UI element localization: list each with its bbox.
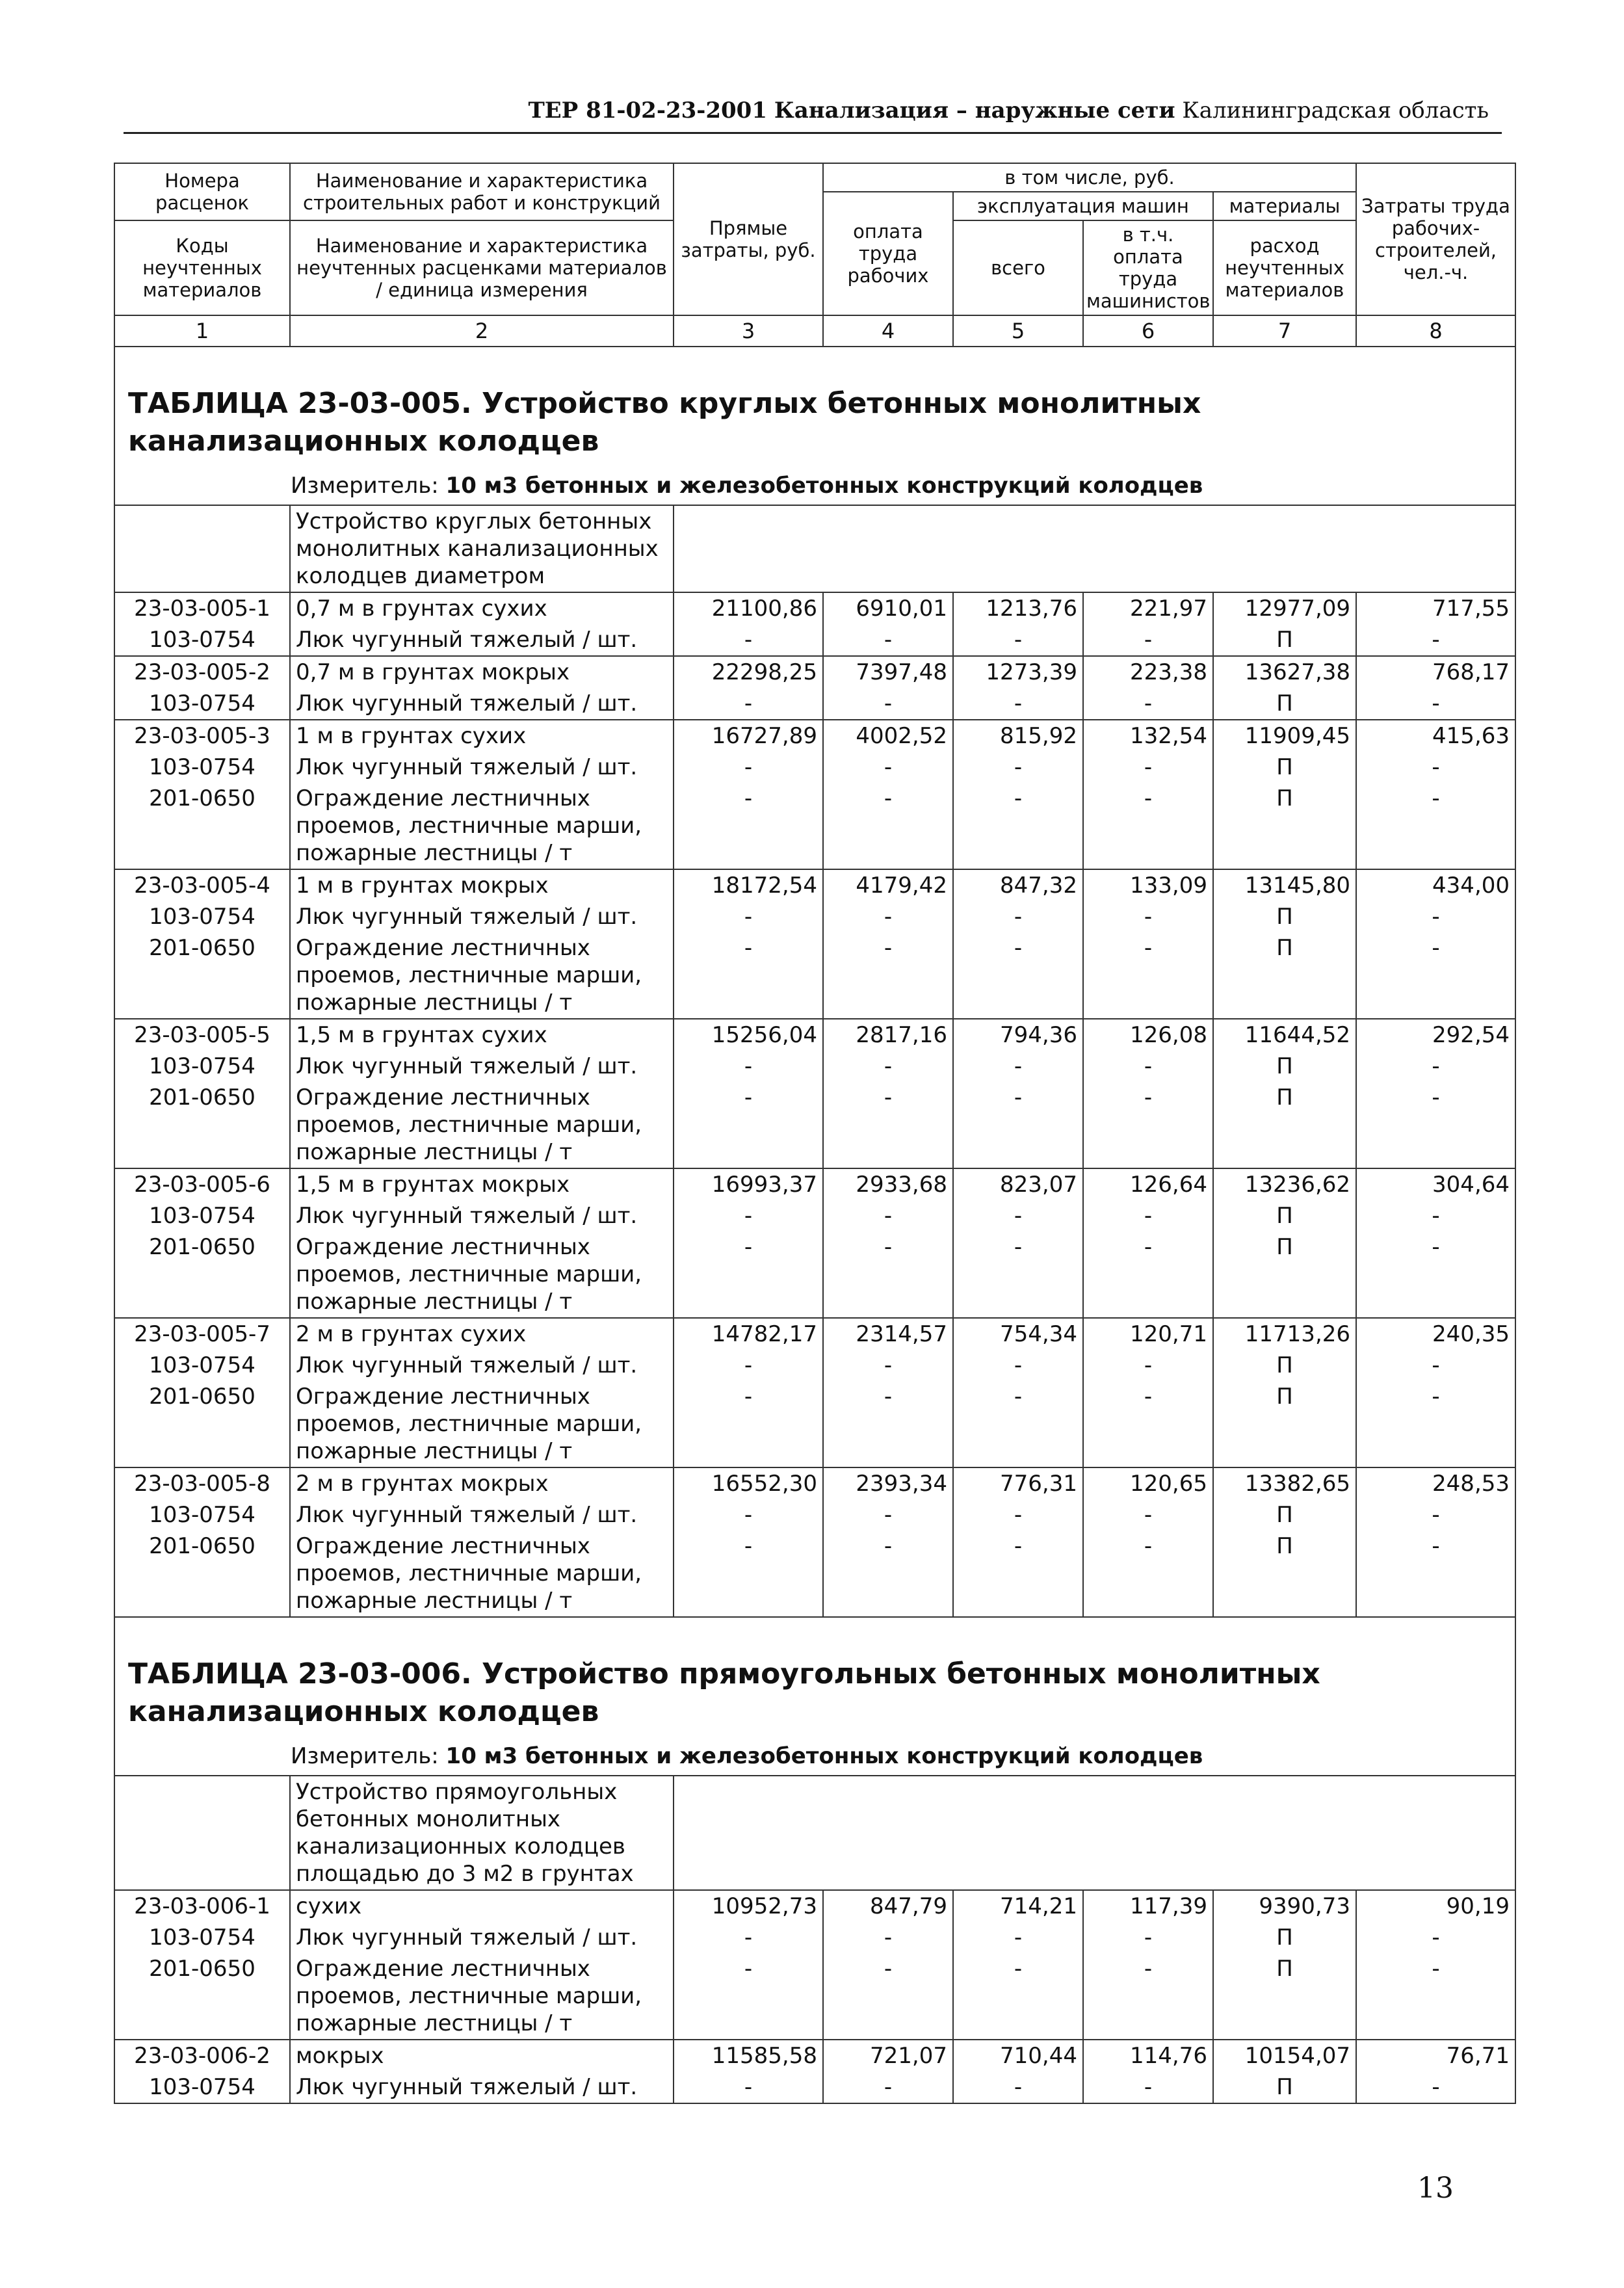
measure-value: 10 м3 бетонных и железобетонных конструкций колодцев <box>445 1743 1203 1769</box>
material-row <box>114 1051 1515 1082</box>
measure-cell <box>114 1737 1515 1776</box>
value-c5: - <box>953 1350 1083 1381</box>
measure-cell <box>114 467 1515 505</box>
value-c6: 132,54 <box>1083 720 1213 752</box>
rate-row <box>114 1168 1515 1200</box>
table-header <box>114 163 1515 347</box>
value-c6: - <box>1083 1051 1213 1082</box>
value-c8: - <box>1356 1953 1515 2040</box>
value-c4: 6910,01 <box>823 592 953 624</box>
value-c7: П <box>1213 1350 1356 1381</box>
value-c5: 1213,76 <box>953 592 1083 624</box>
intro-row <box>114 1776 1515 1890</box>
material-name: Люк чугунный тяжелый / шт. <box>290 1350 674 1381</box>
value-c5: 815,92 <box>953 720 1083 752</box>
value-c8: - <box>1356 624 1515 656</box>
incl-header: в том числе, руб. <box>823 163 1356 192</box>
value-c4: - <box>823 1231 953 1318</box>
value-c7: П <box>1213 1231 1356 1318</box>
value-c6: - <box>1083 688 1213 720</box>
material-name: Ограждение лестничных проемов, лестничные марши, пожарные лестницы / т <box>290 1953 674 2040</box>
value-c3: 22298,25 <box>674 656 823 688</box>
table-body <box>114 347 1515 2103</box>
material-row <box>114 1381 1515 1467</box>
column-number: 3 <box>674 315 823 347</box>
value-c7: П <box>1213 1381 1356 1467</box>
value-c4: - <box>823 1082 953 1168</box>
value-c7: П <box>1213 1200 1356 1231</box>
value-c7: П <box>1213 1051 1356 1082</box>
value-c6: - <box>1083 1953 1213 2040</box>
material-row <box>114 624 1515 656</box>
page-number: 13 <box>1417 2172 1454 2205</box>
value-c7: П <box>1213 1499 1356 1531</box>
material-row <box>114 1922 1515 1953</box>
rate-code: 23-03-006-1 <box>114 1890 290 1922</box>
column-number: 6 <box>1083 315 1213 347</box>
value-c8: - <box>1356 1051 1515 1082</box>
value-c8: - <box>1356 932 1515 1019</box>
header-title: Канализация – наружные сети <box>774 98 1175 124</box>
value-c3: - <box>674 1381 823 1467</box>
material-code: 201-0650 <box>114 1953 290 2040</box>
value-c6: - <box>1083 1082 1213 1168</box>
value-c3: - <box>674 901 823 932</box>
value-c4: 2817,16 <box>823 1019 953 1051</box>
value-c5: - <box>953 1499 1083 1531</box>
value-c7: 13236,62 <box>1213 1168 1356 1200</box>
value-c3: - <box>674 1953 823 2040</box>
value-c3: 10952,73 <box>674 1890 823 1922</box>
value-c7: П <box>1213 2071 1356 2103</box>
value-c5: 776,31 <box>953 1467 1083 1499</box>
value-c5: - <box>953 688 1083 720</box>
value-c6: - <box>1083 2071 1213 2103</box>
rate-row <box>114 656 1515 688</box>
value-c6: 223,38 <box>1083 656 1213 688</box>
value-c5: - <box>953 901 1083 932</box>
table-title: ТАБЛИЦА 23-03-005. Устройство круглых бетонных монолитных канализационных колодцев <box>114 347 1515 467</box>
price-table <box>114 163 1516 2104</box>
material-row <box>114 1953 1515 2040</box>
value-c5: - <box>953 1953 1083 2040</box>
col1-top-header: Номера расценок <box>114 163 290 220</box>
value-c6: 120,65 <box>1083 1467 1213 1499</box>
value-c7: 13145,80 <box>1213 869 1356 901</box>
material-row <box>114 1231 1515 1318</box>
value-c8: 240,35 <box>1356 1318 1515 1350</box>
rate-row <box>114 2040 1515 2071</box>
rate-row <box>114 869 1515 901</box>
value-c6: - <box>1083 1200 1213 1231</box>
column-number: 8 <box>1356 315 1515 347</box>
value-c6: 133,09 <box>1083 869 1213 901</box>
material-row <box>114 752 1515 783</box>
value-c7: 10154,07 <box>1213 2040 1356 2071</box>
material-name: Люк чугунный тяжелый / шт. <box>290 752 674 783</box>
intro-row <box>114 505 1515 592</box>
value-c8: 90,19 <box>1356 1890 1515 1922</box>
value-c7: П <box>1213 624 1356 656</box>
material-code: 103-0754 <box>114 1350 290 1381</box>
value-c6: - <box>1083 1381 1213 1467</box>
value-c5: 794,36 <box>953 1019 1083 1051</box>
value-c6: 120,71 <box>1083 1318 1213 1350</box>
value-c4: 847,79 <box>823 1890 953 1922</box>
value-c3: 14782,17 <box>674 1318 823 1350</box>
material-code: 201-0650 <box>114 1082 290 1168</box>
material-code: 201-0650 <box>114 1231 290 1318</box>
value-c3: - <box>674 1531 823 1617</box>
value-c8: 717,55 <box>1356 592 1515 624</box>
value-c7: П <box>1213 1922 1356 1953</box>
rate-name: 2 м в грунтах мокрых <box>290 1467 674 1499</box>
value-c3: - <box>674 1200 823 1231</box>
rate-row <box>114 1019 1515 1051</box>
value-c3: - <box>674 1082 823 1168</box>
value-c6: - <box>1083 932 1213 1019</box>
value-c5: - <box>953 1051 1083 1082</box>
rate-row <box>114 1467 1515 1499</box>
value-c8: - <box>1356 752 1515 783</box>
material-row <box>114 1499 1515 1531</box>
value-c8: 304,64 <box>1356 1168 1515 1200</box>
value-c4: 2314,57 <box>823 1318 953 1350</box>
value-c5: 710,44 <box>953 2040 1083 2071</box>
value-c6: 114,76 <box>1083 2040 1213 2071</box>
header-code: ТЕР 81-02-23-2001 <box>528 98 767 124</box>
value-c5: - <box>953 1531 1083 1617</box>
value-c3: 18172,54 <box>674 869 823 901</box>
material-code: 103-0754 <box>114 1922 290 1953</box>
value-c8: - <box>1356 783 1515 869</box>
table-title: ТАБЛИЦА 23-03-006. Устройство прямоугольных бетонных монолитных канализационных колодцев <box>114 1617 1515 1737</box>
value-c7: П <box>1213 901 1356 932</box>
material-name: Люк чугунный тяжелый / шт. <box>290 901 674 932</box>
material-code: 201-0650 <box>114 932 290 1019</box>
col7-header: расход неучтенных материалов <box>1213 220 1356 315</box>
value-c8: - <box>1356 1499 1515 1531</box>
value-c4: - <box>823 1531 953 1617</box>
material-row <box>114 1531 1515 1617</box>
material-name: Люк чугунный тяжелый / шт. <box>290 688 674 720</box>
value-c4: 4179,42 <box>823 869 953 901</box>
rate-name: 1,5 м в грунтах сухих <box>290 1019 674 1051</box>
material-name: Люк чугунный тяжелый / шт. <box>290 1051 674 1082</box>
material-name: Люк чугунный тяжелый / шт. <box>290 1499 674 1531</box>
value-c4: - <box>823 1381 953 1467</box>
column-number: 1 <box>114 315 290 347</box>
material-name: Люк чугунный тяжелый / шт. <box>290 2071 674 2103</box>
material-row <box>114 783 1515 869</box>
value-c7: П <box>1213 1082 1356 1168</box>
value-c5: 714,21 <box>953 1890 1083 1922</box>
value-c4: - <box>823 1051 953 1082</box>
rate-name: 1 м в грунтах мокрых <box>290 869 674 901</box>
value-c8: - <box>1356 1082 1515 1168</box>
col2-top-header: Наименование и характеристика строительных работ и конструкций <box>290 163 674 220</box>
value-c3: - <box>674 1051 823 1082</box>
value-c8: - <box>1356 901 1515 932</box>
value-c3: - <box>674 2071 823 2103</box>
empty-cell <box>114 1776 290 1890</box>
value-c8: - <box>1356 1200 1515 1231</box>
value-c8: - <box>1356 1381 1515 1467</box>
value-c3: - <box>674 1922 823 1953</box>
value-c5: - <box>953 1082 1083 1168</box>
col2-bottom-header: Наименование и характеристика неучтенных расценками материалов / единица измерения <box>290 220 674 315</box>
value-c5: 847,32 <box>953 869 1083 901</box>
value-c6: - <box>1083 1922 1213 1953</box>
value-c8: 434,00 <box>1356 869 1515 901</box>
value-c7: П <box>1213 783 1356 869</box>
value-c4: - <box>823 752 953 783</box>
value-c3: - <box>674 1231 823 1318</box>
material-row <box>114 1082 1515 1168</box>
material-row <box>114 1350 1515 1381</box>
value-c4: 2393,34 <box>823 1467 953 1499</box>
column-number: 5 <box>953 315 1083 347</box>
machines-header: эксплуатация машин <box>953 192 1213 220</box>
rate-code: 23-03-005-4 <box>114 869 290 901</box>
value-c7: П <box>1213 1531 1356 1617</box>
value-c5: - <box>953 783 1083 869</box>
empty-cell <box>674 1776 1515 1890</box>
value-c6: - <box>1083 752 1213 783</box>
material-code: 201-0650 <box>114 1381 290 1467</box>
material-name: Люк чугунный тяжелый / шт. <box>290 1200 674 1231</box>
value-c4: - <box>823 1953 953 2040</box>
col6-header: в т.ч. оплата труда машинистов <box>1083 220 1213 315</box>
rate-row <box>114 1318 1515 1350</box>
value-c3: - <box>674 932 823 1019</box>
value-c6: - <box>1083 1231 1213 1318</box>
material-code: 103-0754 <box>114 1200 290 1231</box>
rate-code: 23-03-005-3 <box>114 720 290 752</box>
value-c7: П <box>1213 1953 1356 2040</box>
col8-header: Затраты труда рабочих-строителей, чел.-ч. <box>1356 163 1515 315</box>
rate-row <box>114 592 1515 624</box>
value-c6: 117,39 <box>1083 1890 1213 1922</box>
material-code: 103-0754 <box>114 2071 290 2103</box>
value-c4: 721,07 <box>823 2040 953 2071</box>
value-c8: - <box>1356 688 1515 720</box>
rate-code: 23-03-005-7 <box>114 1318 290 1350</box>
value-c6: - <box>1083 1531 1213 1617</box>
value-c4: - <box>823 1200 953 1231</box>
value-c4: - <box>823 783 953 869</box>
value-c6: - <box>1083 624 1213 656</box>
measure-row <box>114 1737 1515 1776</box>
value-c5: - <box>953 1381 1083 1467</box>
value-c3: - <box>674 688 823 720</box>
col4-header: оплата труда рабочих <box>823 192 953 315</box>
material-name: Ограждение лестничных проемов, лестничные марши, пожарные лестницы / т <box>290 1531 674 1617</box>
column-number: 7 <box>1213 315 1356 347</box>
table-title-row <box>114 1617 1515 1737</box>
value-c5: 823,07 <box>953 1168 1083 1200</box>
value-c3: 11585,58 <box>674 2040 823 2071</box>
value-c7: П <box>1213 688 1356 720</box>
rate-code: 23-03-005-2 <box>114 656 290 688</box>
value-c7: 11909,45 <box>1213 720 1356 752</box>
value-c4: 4002,52 <box>823 720 953 752</box>
empty-cell <box>674 505 1515 592</box>
material-code: 201-0650 <box>114 1531 290 1617</box>
value-c8: - <box>1356 1350 1515 1381</box>
material-name: Ограждение лестничных проемов, лестничные марши, пожарные лестницы / т <box>290 932 674 1019</box>
value-c8: 76,71 <box>1356 2040 1515 2071</box>
material-code: 103-0754 <box>114 624 290 656</box>
material-row <box>114 901 1515 932</box>
rate-name: 0,7 м в грунтах сухих <box>290 592 674 624</box>
measure-label: Измеритель: <box>291 473 439 499</box>
value-c8: - <box>1356 1922 1515 1953</box>
col1-bottom-header: Коды неучтенных материалов <box>114 220 290 315</box>
value-c7: 11713,26 <box>1213 1318 1356 1350</box>
empty-cell <box>114 505 290 592</box>
col3-header: Прямые затраты, руб. <box>674 163 823 315</box>
material-code: 103-0754 <box>114 1051 290 1082</box>
material-name: Люк чугунный тяжелый / шт. <box>290 624 674 656</box>
value-c5: - <box>953 624 1083 656</box>
value-c6: 126,08 <box>1083 1019 1213 1051</box>
value-c3: - <box>674 1350 823 1381</box>
value-c3: - <box>674 624 823 656</box>
value-c7: 9390,73 <box>1213 1890 1356 1922</box>
value-c8: 292,54 <box>1356 1019 1515 1051</box>
material-code: 103-0754 <box>114 1499 290 1531</box>
value-c8: 768,17 <box>1356 656 1515 688</box>
col5-header: всего <box>953 220 1083 315</box>
value-c5: - <box>953 1200 1083 1231</box>
value-c6: 221,97 <box>1083 592 1213 624</box>
measure-label: Измеритель: <box>291 1743 439 1769</box>
rate-row <box>114 1890 1515 1922</box>
value-c6: - <box>1083 783 1213 869</box>
value-c5: - <box>953 1231 1083 1318</box>
value-c7: 13382,65 <box>1213 1467 1356 1499</box>
intro-text: Устройство круглых бетонных монолитных канализационных колодцев диаметром <box>290 505 674 592</box>
value-c4: 7397,48 <box>823 656 953 688</box>
header-rule <box>124 132 1502 134</box>
rate-name: 1,5 м в грунтах мокрых <box>290 1168 674 1200</box>
value-c4: - <box>823 2071 953 2103</box>
rate-code: 23-03-005-5 <box>114 1019 290 1051</box>
material-code: 103-0754 <box>114 901 290 932</box>
value-c5: 1273,39 <box>953 656 1083 688</box>
material-name: Ограждение лестничных проемов, лестничные марши, пожарные лестницы / т <box>290 1231 674 1318</box>
intro-text: Устройство прямоугольных бетонных монолитных канализационных колодцев площадью до 3 м2 в грунтах <box>290 1776 674 1890</box>
material-row <box>114 1200 1515 1231</box>
value-c7: 13627,38 <box>1213 656 1356 688</box>
material-row <box>114 688 1515 720</box>
value-c7: П <box>1213 932 1356 1019</box>
value-c6: - <box>1083 1350 1213 1381</box>
value-c4: - <box>823 624 953 656</box>
header-region: Калининградская область <box>1182 98 1489 124</box>
rate-name: 2 м в грунтах сухих <box>290 1318 674 1350</box>
value-c4: - <box>823 1922 953 1953</box>
material-row <box>114 2071 1515 2103</box>
value-c3: - <box>674 783 823 869</box>
measure-row <box>114 467 1515 505</box>
rate-row <box>114 720 1515 752</box>
rate-name: сухих <box>290 1890 674 1922</box>
value-c7: 11644,52 <box>1213 1019 1356 1051</box>
value-c4: - <box>823 1350 953 1381</box>
value-c3: - <box>674 752 823 783</box>
value-c6: - <box>1083 901 1213 932</box>
value-c5: - <box>953 2071 1083 2103</box>
rate-code: 23-03-005-8 <box>114 1467 290 1499</box>
value-c7: 12977,09 <box>1213 592 1356 624</box>
running-header <box>124 98 1489 124</box>
value-c4: 2933,68 <box>823 1168 953 1200</box>
value-c8: - <box>1356 1531 1515 1617</box>
value-c3: 16993,37 <box>674 1168 823 1200</box>
value-c4: - <box>823 688 953 720</box>
value-c6: 126,64 <box>1083 1168 1213 1200</box>
value-c3: 21100,86 <box>674 592 823 624</box>
rate-name: 1 м в грунтах сухих <box>290 720 674 752</box>
value-c8: - <box>1356 2071 1515 2103</box>
rate-name: мокрых <box>290 2040 674 2071</box>
value-c4: - <box>823 901 953 932</box>
column-number: 2 <box>290 315 674 347</box>
material-code: 103-0754 <box>114 752 290 783</box>
value-c8: 248,53 <box>1356 1467 1515 1499</box>
material-name: Ограждение лестничных проемов, лестничные марши, пожарные лестницы / т <box>290 1381 674 1467</box>
value-c5: - <box>953 752 1083 783</box>
rate-code: 23-03-006-2 <box>114 2040 290 2071</box>
table-title-row <box>114 347 1515 467</box>
value-c8: - <box>1356 1231 1515 1318</box>
price-table-container <box>114 163 1515 2104</box>
value-c3: 16727,89 <box>674 720 823 752</box>
value-c8: 415,63 <box>1356 720 1515 752</box>
material-name: Ограждение лестничных проемов, лестничные марши, пожарные лестницы / т <box>290 1082 674 1168</box>
material-row <box>114 932 1515 1019</box>
value-c5: - <box>953 932 1083 1019</box>
value-c4: - <box>823 932 953 1019</box>
value-c7: П <box>1213 752 1356 783</box>
value-c3: 16552,30 <box>674 1467 823 1499</box>
column-number: 4 <box>823 315 953 347</box>
value-c5: - <box>953 1922 1083 1953</box>
rate-code: 23-03-005-6 <box>114 1168 290 1200</box>
value-c4: - <box>823 1499 953 1531</box>
material-name: Люк чугунный тяжелый / шт. <box>290 1922 674 1953</box>
material-code: 201-0650 <box>114 783 290 869</box>
value-c3: - <box>674 1499 823 1531</box>
rate-name: 0,7 м в грунтах мокрых <box>290 656 674 688</box>
material-name: Ограждение лестничных проемов, лестничные марши, пожарные лестницы / т <box>290 783 674 869</box>
rate-code: 23-03-005-1 <box>114 592 290 624</box>
value-c3: 15256,04 <box>674 1019 823 1051</box>
value-c5: 754,34 <box>953 1318 1083 1350</box>
value-c6: - <box>1083 1499 1213 1531</box>
column-numbers-row <box>114 315 1515 347</box>
materials-header: материалы <box>1213 192 1356 220</box>
measure-value: 10 м3 бетонных и железобетонных конструкций колодцев <box>445 473 1203 499</box>
material-code: 103-0754 <box>114 688 290 720</box>
